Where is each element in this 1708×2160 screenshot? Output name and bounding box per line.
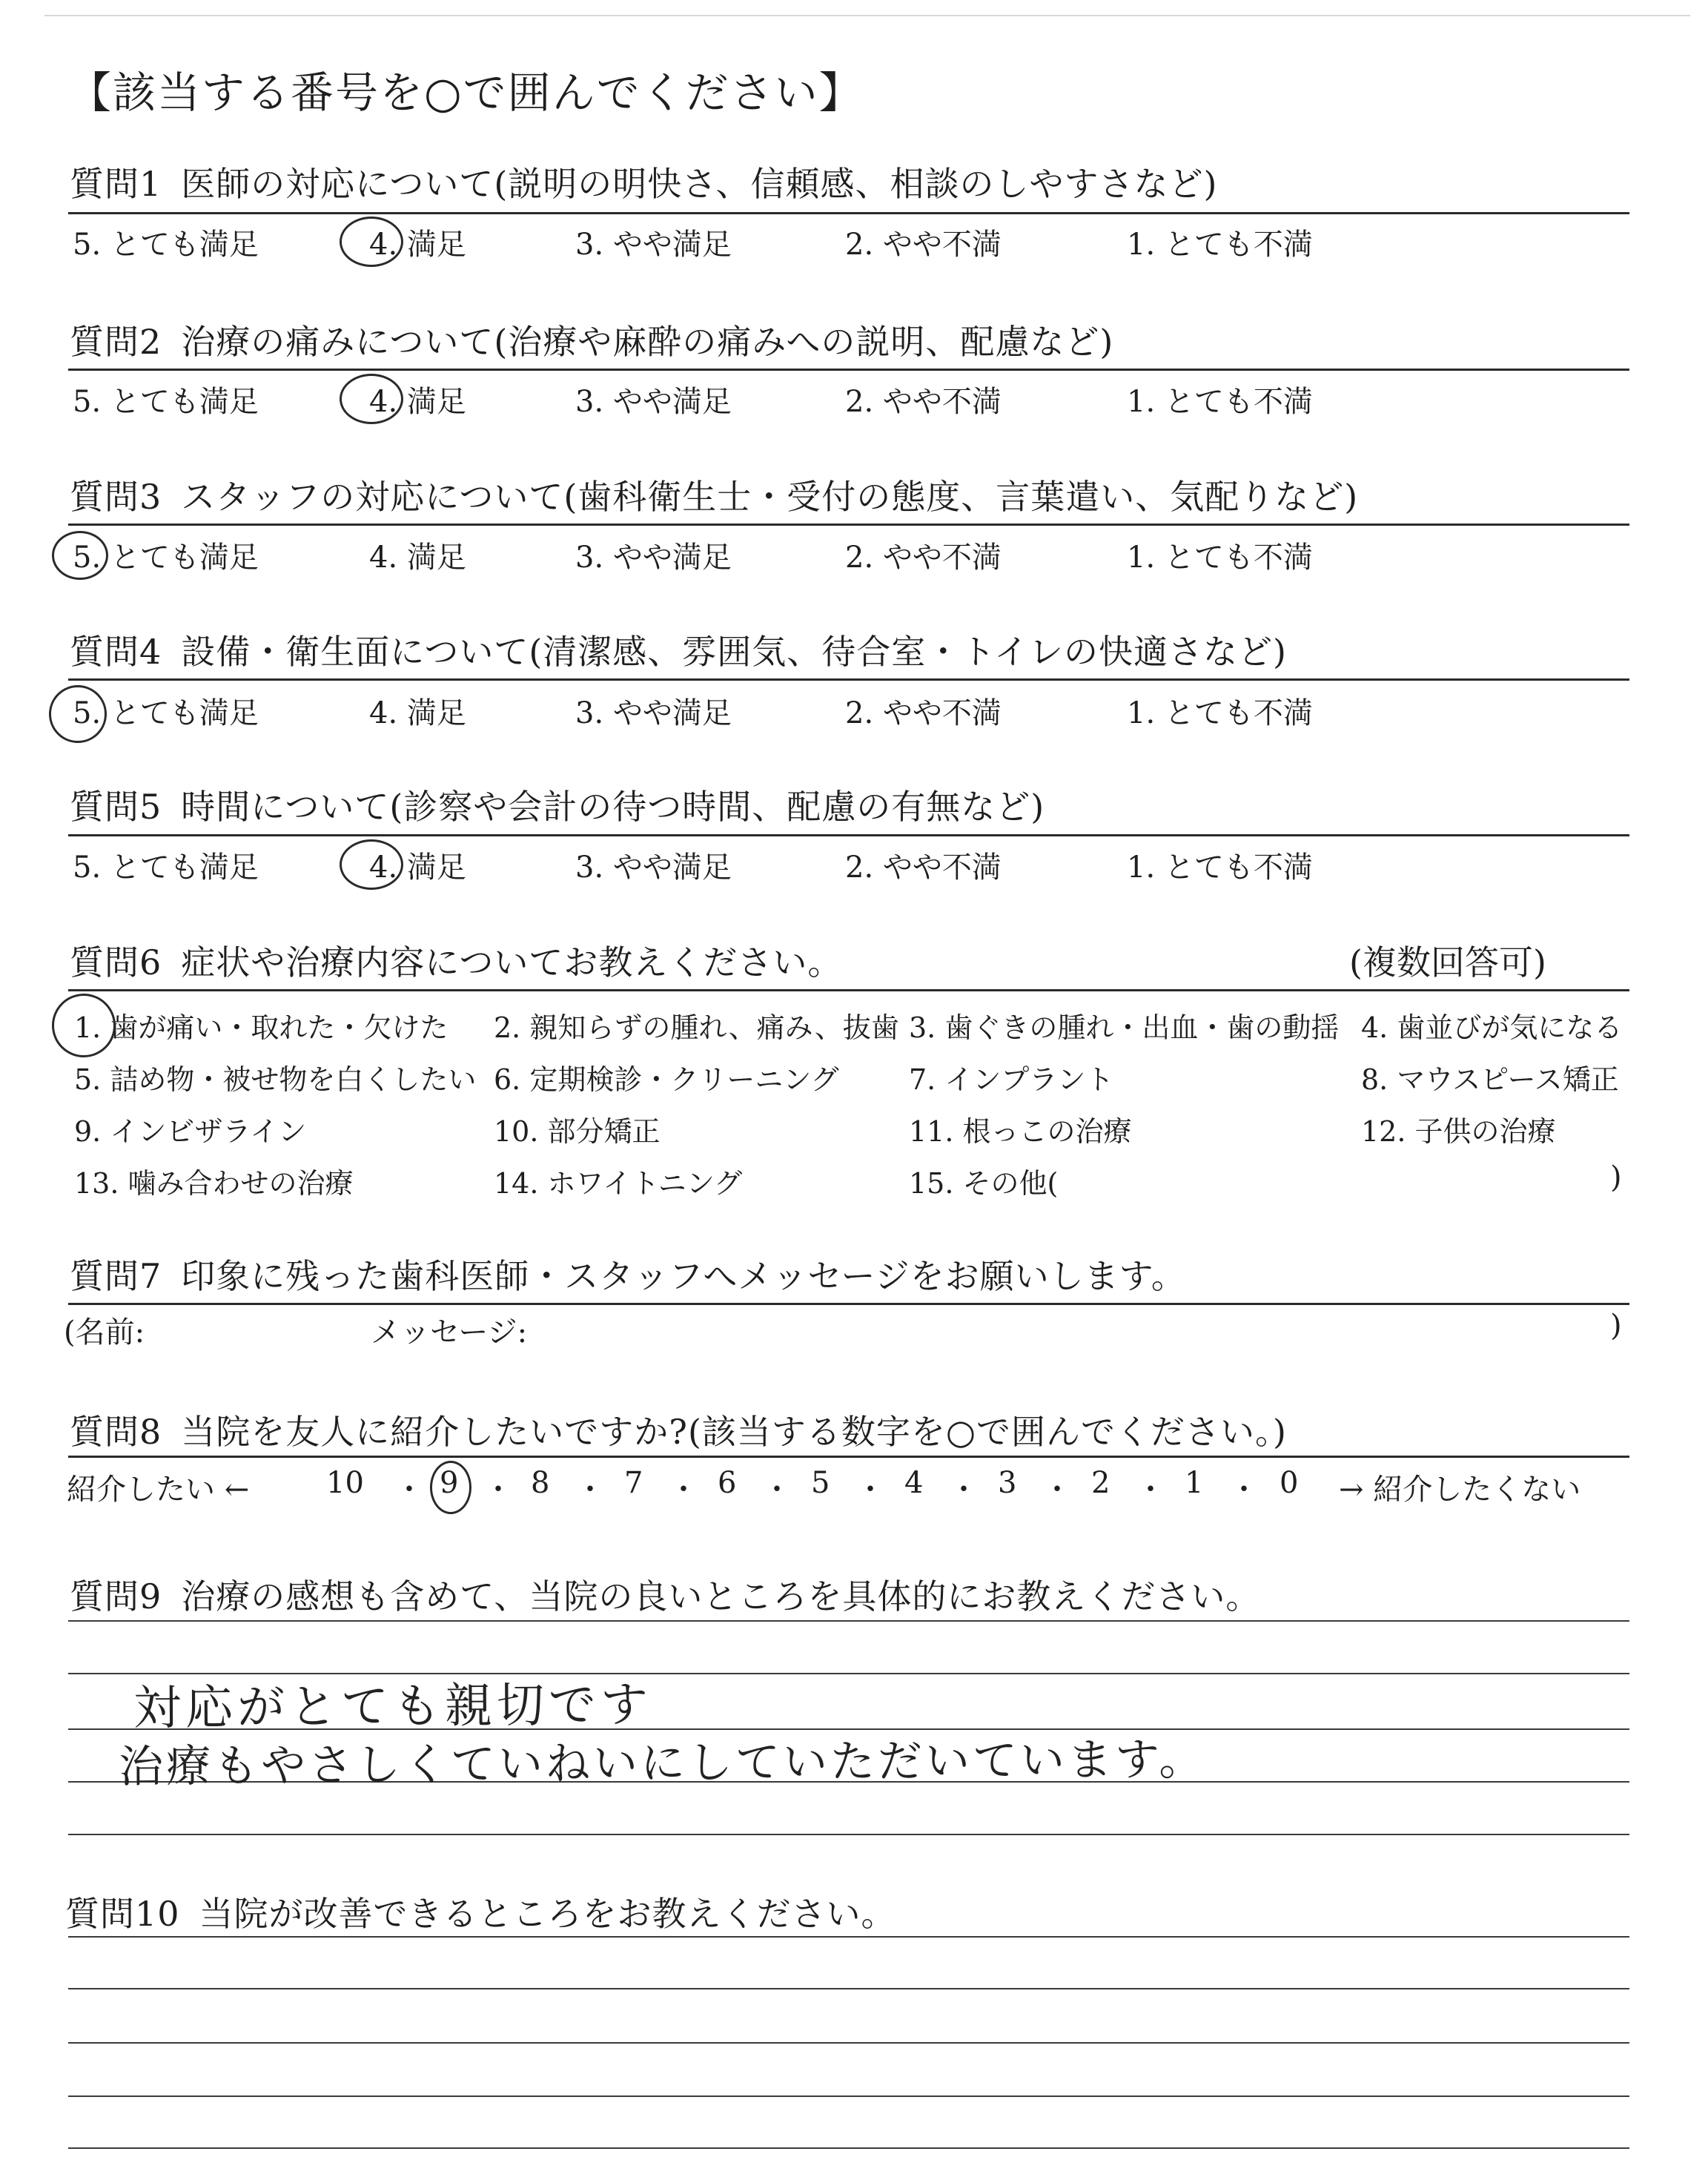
q4-option-4[interactable]: 4. 満足 — [369, 696, 466, 730]
q2-option-2[interactable]: 2. やや不満 — [845, 385, 1002, 419]
scale-2[interactable]: 2 — [1091, 1466, 1110, 1500]
answer-line — [68, 2042, 1629, 2044]
handwritten-answer-line-2: 治療もやさしくていねいにしていただいています。 — [118, 1733, 1207, 1794]
answer-line — [68, 2095, 1629, 2097]
q1-option-3[interactable]: 3. やや満足 — [575, 228, 732, 262]
question-9 — [70, 1570, 1260, 1619]
q6-item-10[interactable]: 10. 部分矯正 — [494, 1115, 661, 1148]
q2-option-5[interactable]: 5. とても満足 — [73, 385, 259, 419]
scale-9[interactable]: 9 — [440, 1466, 459, 1500]
question-2 — [70, 315, 1113, 364]
question-number: 質問1 — [70, 164, 162, 204]
message-close-paren: ) — [1610, 1309, 1622, 1343]
question-text: 設備・衛生面について(清潔感、雰囲気、待合室・トイレの快適さなど) — [181, 632, 1287, 672]
divider — [68, 989, 1629, 991]
q4-option-1[interactable]: 1. とても不満 — [1127, 696, 1313, 730]
message-field[interactable] — [549, 1312, 1586, 1350]
selection-circle — [52, 994, 116, 1057]
selection-circle — [340, 217, 403, 267]
recommend-left-label: 紹介したい ← — [67, 1473, 250, 1507]
q6-item-14[interactable]: 14. ホワイトニング — [494, 1167, 743, 1200]
selection-circle — [49, 685, 107, 743]
handwritten-answer-line-1: 対応がとても親切です — [133, 1677, 653, 1737]
q4-option-3[interactable]: 3. やや満足 — [575, 696, 732, 730]
scale-dot: ・ — [1136, 1473, 1165, 1507]
scale-dot: ・ — [1229, 1473, 1259, 1507]
q3-option-5[interactable]: 5. とても満足 — [73, 541, 259, 575]
multiple-answer-note: (複数回答可) — [1349, 942, 1546, 982]
q5-option-3[interactable]: 3. やや満足 — [575, 851, 732, 885]
scale-dot: ・ — [949, 1473, 979, 1507]
question-text: 印象に残った歯科医師・スタッフへメッセージをお願いします。 — [181, 1256, 1186, 1296]
question-4 — [70, 625, 1287, 674]
scale-6[interactable]: 6 — [718, 1466, 737, 1500]
question-text: 当院を友人に紹介したいですか?(該当する数字を○で囲んでください。) — [181, 1412, 1287, 1452]
q6-item-5[interactable]: 5. 詰め物・被せ物を白くしたい — [74, 1063, 477, 1096]
q5-option-5[interactable]: 5. とても満足 — [73, 851, 259, 885]
name-label: (名前: — [64, 1315, 145, 1350]
selection-circle — [430, 1461, 471, 1514]
q6-item-8[interactable]: 8. マウスピース矯正 — [1361, 1063, 1619, 1096]
scale-1[interactable]: 1 — [1185, 1466, 1204, 1500]
question-number: 質問8 — [70, 1412, 162, 1452]
question-text: 当院が改善できるところをお教えください。 — [199, 1894, 896, 1934]
q1-option-2[interactable]: 2. やや不満 — [845, 228, 1002, 262]
q2-option-4[interactable]: 4. 満足 — [369, 385, 466, 419]
q2-option-3[interactable]: 3. やや満足 — [575, 385, 732, 419]
q5-option-2[interactable]: 2. やや不満 — [845, 851, 1002, 885]
answer-line — [68, 1988, 1629, 1989]
scale-dot: ・ — [669, 1473, 698, 1507]
divider — [68, 1303, 1629, 1305]
q5-option-1[interactable]: 1. とても不満 — [1127, 851, 1313, 885]
question-text: 時間について(診察や会計の待つ時間、配慮の有無など) — [181, 787, 1045, 827]
question-3 — [70, 470, 1358, 519]
q6-item-12[interactable]: 12. 子供の治療 — [1361, 1115, 1556, 1148]
divider — [68, 1456, 1629, 1458]
q1-option-1[interactable]: 1. とても不満 — [1127, 228, 1313, 262]
scale-dot: ・ — [1042, 1473, 1072, 1507]
recommend-right-label: → 紹介したくない — [1339, 1473, 1581, 1507]
q6-item-3[interactable]: 3. 歯ぐきの腫れ・出血・歯の動揺 — [909, 1011, 1340, 1044]
scale-dot: ・ — [575, 1473, 605, 1507]
q2-option-1[interactable]: 1. とても不満 — [1127, 385, 1313, 419]
question-text: 治療の感想も含めて、当院の良いところを具体的にお教えください。 — [181, 1576, 1261, 1616]
q4-option-2[interactable]: 2. やや不満 — [845, 696, 1002, 730]
q3-option-4[interactable]: 4. 満足 — [369, 541, 466, 575]
q6-item-11[interactable]: 11. 根っこの治療 — [909, 1115, 1132, 1148]
question-6 — [70, 936, 842, 985]
divider — [68, 369, 1629, 371]
scale-7[interactable]: 7 — [624, 1466, 643, 1500]
answer-line — [68, 2147, 1629, 2149]
selection-circle — [340, 374, 403, 424]
q6-item-7[interactable]: 7. インプラント — [909, 1063, 1114, 1096]
answer-line — [68, 1936, 1629, 1938]
scale-8[interactable]: 8 — [531, 1466, 550, 1500]
q4-option-5[interactable]: 5. とても満足 — [73, 696, 259, 730]
answer-line — [68, 1834, 1629, 1835]
question-number: 質問3 — [70, 477, 162, 517]
scale-0[interactable]: 0 — [1280, 1466, 1299, 1500]
question-10 — [65, 1887, 896, 1936]
q3-option-3[interactable]: 3. やや満足 — [575, 541, 732, 575]
question-number: 質問5 — [70, 787, 162, 827]
answer-line — [68, 1620, 1629, 1622]
q1-option-4[interactable]: 4. 満足 — [369, 228, 466, 262]
selection-circle — [52, 531, 108, 580]
form-title: 【該当する番号を○で囲んでください】 — [68, 67, 864, 118]
scale-dot: ・ — [855, 1473, 885, 1507]
q6-item-15[interactable]: 15. その他( — [909, 1167, 1059, 1200]
q6-item-13[interactable]: 13. 噛み合わせの治療 — [74, 1167, 354, 1200]
q6-item-2[interactable]: 2. 親知らずの腫れ、痛み、抜歯 — [494, 1011, 899, 1044]
q3-option-2[interactable]: 2. やや不満 — [845, 541, 1002, 575]
q6-item-1[interactable]: 1. 歯が痛い・取れた・欠けた — [74, 1011, 448, 1044]
divider — [68, 834, 1629, 836]
q1-option-5[interactable]: 5. とても満足 — [73, 228, 259, 262]
question-8 — [70, 1405, 1287, 1454]
question-7 — [70, 1249, 1186, 1298]
scale-5[interactable]: 5 — [811, 1466, 830, 1500]
question-5 — [70, 780, 1045, 829]
scale-4[interactable]: 4 — [904, 1466, 924, 1500]
q6-item-9[interactable]: 9. インビザライン — [74, 1115, 307, 1148]
question-text: スタッフの対応について(歯科衛生士・受付の態度、言葉遣い、気配りなど) — [181, 477, 1359, 517]
question-text: 症状や治療内容についてお教えください。 — [181, 942, 843, 982]
q5-option-4[interactable]: 4. 満足 — [369, 851, 466, 885]
scale-dot: ・ — [483, 1473, 513, 1507]
question-number: 質問7 — [70, 1256, 162, 1296]
question-number: 質問4 — [70, 632, 162, 672]
question-number: 質問6 — [70, 942, 162, 982]
divider — [68, 524, 1629, 526]
q6-item-4[interactable]: 4. 歯並びが気になる — [1361, 1011, 1623, 1044]
question-text: 治療の痛みについて(治療や麻酔の痛みへの説明、配慮など) — [181, 322, 1114, 362]
selection-circle — [340, 839, 403, 890]
q3-option-1[interactable]: 1. とても不満 — [1127, 541, 1313, 575]
scan-edge — [44, 15, 1690, 16]
other-close-paren: ) — [1610, 1160, 1622, 1195]
q6-item-6[interactable]: 6. 定期検診・クリーニング — [494, 1063, 839, 1096]
divider — [68, 678, 1629, 681]
scale-dot: ・ — [762, 1473, 792, 1507]
question-number: 質問10 — [65, 1894, 180, 1934]
scale-10[interactable]: 10 — [326, 1466, 364, 1500]
message-label: メッセージ: — [371, 1315, 528, 1350]
question-text: 医師の対応について(説明の明快さ、信頼感、相談のしやすさなど) — [181, 164, 1218, 204]
question-number: 質問9 — [70, 1576, 162, 1616]
scale-dot: ・ — [394, 1473, 424, 1507]
scale-3[interactable]: 3 — [998, 1466, 1017, 1500]
divider — [68, 212, 1629, 214]
question-number: 質問2 — [70, 322, 162, 362]
question-1 — [70, 157, 1217, 206]
